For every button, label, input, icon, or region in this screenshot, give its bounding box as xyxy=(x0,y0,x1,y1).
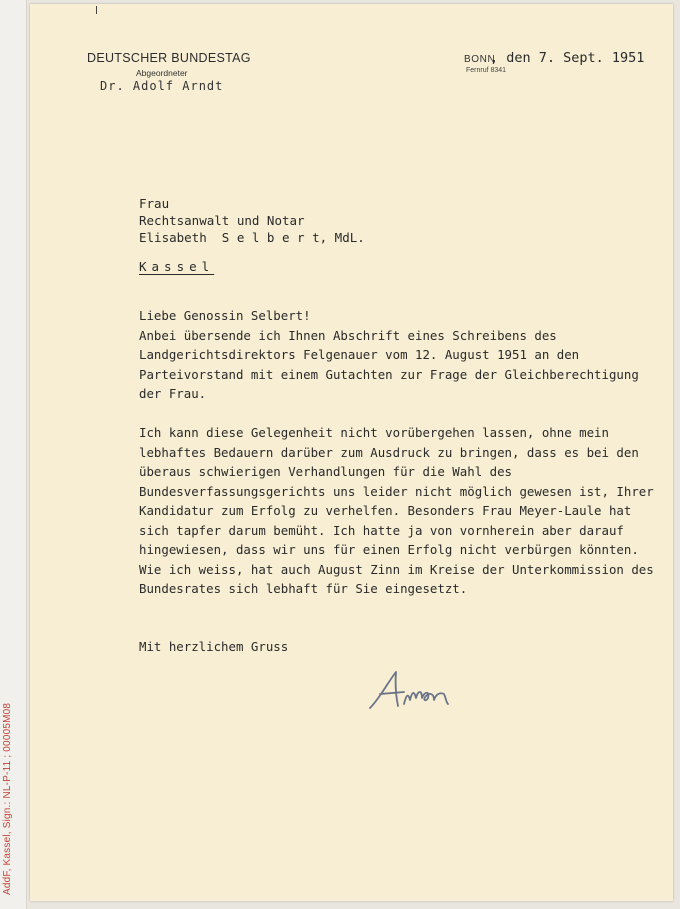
salutation-text: Liebe Genossin Selbert! xyxy=(139,308,311,323)
signature-image xyxy=(366,664,456,714)
recipient-city: Kassel xyxy=(139,259,215,274)
page-mark xyxy=(96,6,97,14)
recipient-line: Frau xyxy=(139,196,170,211)
letterhead-sender: Dr. Adolf Arndt xyxy=(100,79,224,93)
letter-page xyxy=(30,4,673,901)
letterhead-organization: DEUTSCHER BUNDESTAG xyxy=(87,51,251,65)
archive-strip xyxy=(0,0,27,909)
letterhead-phone: Fernruf 8341 xyxy=(466,67,507,74)
letter-date: , den 7. Sept. 1951 xyxy=(490,50,645,66)
archive-reference: AddF, Kassel, Sign.: NL-P-11 ; 00005M08 xyxy=(2,702,13,895)
paragraph: Anbei übersende ich Ihnen Abschrift eines Schreibens des Landgerichtsdirektors Felgenauer vom 12. August 1951 an den Parteivorstand mit einem Gutachten zur Frage der Gleichberechtigung der Frau. xyxy=(139,327,639,401)
recipient-line: Rechtsanwalt und Notar xyxy=(139,213,305,228)
salutation xyxy=(139,306,659,326)
recipient-address xyxy=(139,195,365,275)
letterhead-place: BONN xyxy=(464,54,496,65)
recipient-line: Elisabeth S e l b e r t, MdL. xyxy=(139,230,365,245)
letterhead-role: Abgeordneter xyxy=(136,68,188,78)
paragraph: Ich kann diese Gelegenheit nicht vorübergehen lassen, ohne mein lebhaftes Bedauern darüber zum Ausdruck zu bringen, dass es bei den überaus schwierigen Verhandlungen für die Wahl des Bundesverfassungsgerichts uns leider nicht möglich gewesen ist, Ihrer Kandidatur zum Erfolg zu verhelfen. Besonders Frau Meyer-Laule hat sich tapfer darum bemüht. Ich hatte ja von vornherein aber darauf hingewiesen, dass wir uns für einen Erfolg nicht verbürgen könnten. Wie ich weiss, hat auch August Zinn im Kreise der Unterkommission des Bundesrates sich lebhaft für Sie eingesetzt. xyxy=(139,425,654,596)
closing: Mit herzlichem Gruss xyxy=(139,639,289,654)
letter-body xyxy=(139,306,659,618)
